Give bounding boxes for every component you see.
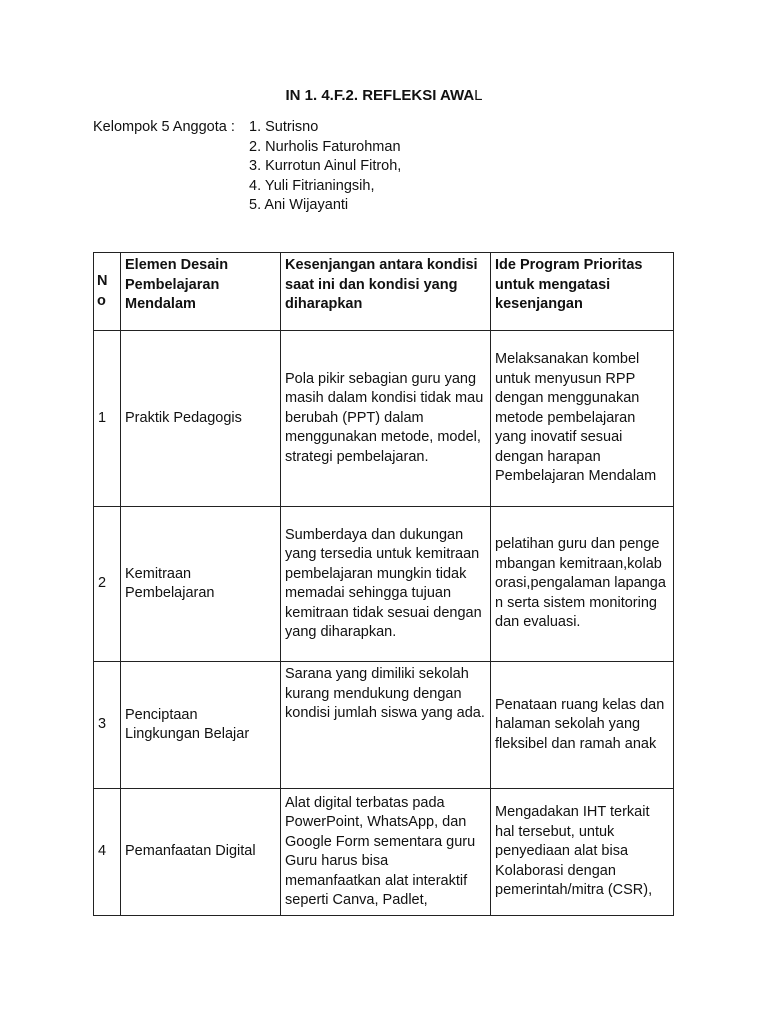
- table-header-row: [94, 253, 674, 331]
- member-list: [249, 118, 401, 216]
- header-elemen: Elemen Desain Pembelajaran Mendalam: [121, 253, 281, 331]
- cell-no: 1: [94, 331, 121, 507]
- cell-kesenjangan: Sarana yang dimiliki sekolah kurang mendukung dengan kondisi jumlah siswa yang ada.: [281, 662, 491, 789]
- member-item: 1. Sutrisno: [249, 119, 319, 135]
- cell-elemen: Penciptaan Lingkungan Belajar: [121, 662, 281, 789]
- table-row: [94, 789, 674, 916]
- cell-elemen: Kemitraan Pembelajaran: [121, 507, 281, 662]
- cell-ide: Penataan ruang kelas dan halaman sekolah yang fleksibel dan ramah anak: [491, 662, 674, 789]
- table-row: [94, 331, 674, 507]
- cell-kesenjangan: Sumberdaya dan dukungan yang tersedia untuk kemitraan pembelajaran mungkin tidak memadai sehingga tujuan kemitraan tidak sesuai dengan yang diharapkan.: [281, 507, 491, 662]
- member-item: 2. Nurholis Faturohman: [249, 138, 401, 155]
- cell-no: 3: [94, 662, 121, 789]
- member-item: 3. Kurrotun Ainul Fitroh,: [249, 158, 402, 174]
- cell-elemen: Pemanfaatan Digital: [121, 789, 281, 916]
- document-title: [0, 87, 768, 104]
- group-label: Kelompok 5 Anggota :: [93, 119, 235, 135]
- reflection-table: [93, 252, 674, 916]
- document-title-main: IN 1. 4.F.2. REFLEKSI AWA: [285, 87, 475, 104]
- header-no: No: [94, 253, 121, 331]
- cell-no: 4: [94, 789, 121, 916]
- table-row: [94, 662, 674, 789]
- cell-elemen: Praktik Pedagogis: [121, 331, 281, 507]
- cell-kesenjangan: Pola pikir sebagian guru yang masih dalam kondisi tidak mau berubah (PPT) dalam menggunakan metode, model, strategi pembelajaran.: [281, 331, 491, 507]
- cell-ide: Melaksanakan kombel untuk menyusun RPP dengan menggunakan metode pembelajaran yang inovatif sesuai dengan harapan Pembelajaran Mendalam: [491, 331, 674, 507]
- cell-no: 2: [94, 507, 121, 662]
- cell-kesenjangan: Alat digital terbatas pada PowerPoint, WhatsApp, dan Google Form sementara guru Guru harus bisa memanfaatkan alat interaktif seperti Canva, Padlet,: [281, 789, 491, 916]
- cell-ide: pelatihan guru dan pengembangan kemitraan,kolaborasi,pengalaman lapangan serta sistem monitoring dan evaluasi.: [491, 507, 674, 662]
- table-row: [94, 507, 674, 662]
- member-item: 5. Ani Wijayanti: [249, 197, 349, 213]
- header-kesenjangan: Kesenjangan antara kondisi saat ini dan kondisi yang diharapkan: [281, 253, 491, 331]
- header-ide: Ide Program Prioritas untuk mengatasi kesenjangan: [491, 253, 674, 331]
- document-title-last-letter: L: [474, 87, 483, 104]
- cell-ide: Mengadakan IHT terkait hal tersebut, untuk penyediaan alat bisa Kolaborasi dengan pemerintah/mitra (CSR),: [491, 789, 674, 916]
- member-item: 4. Yuli Fitrianingsih,: [249, 177, 375, 194]
